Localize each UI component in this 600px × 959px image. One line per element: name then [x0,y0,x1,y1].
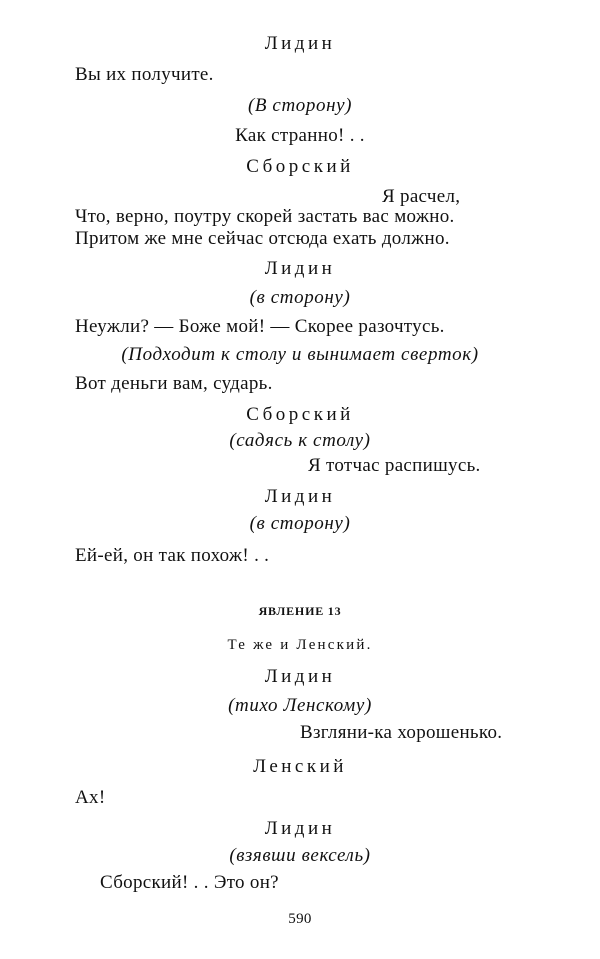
speaker-sborsky: Сборский [246,404,354,425]
dialogue-line: Вот деньги вам, сударь. [75,373,273,394]
speaker-lidin: Лидин [264,486,336,507]
stage-direction: (Подходит к столу и вынимает сверток) [121,344,479,365]
stage-direction: (в сторону) [249,513,351,534]
stage-direction: (взявши вексель) [229,845,371,866]
dialogue-line: Что, верно, поутру скорей застать вас можно. [75,206,455,227]
dialogue-line: Притом же мне сейчас отсюда ехать должно. [75,228,450,249]
dialogue-line: Как странно! . . [235,125,365,146]
dialogue-line: Взгляни-ка хорошенько. [300,722,503,743]
stage-direction: (В сторону) [247,95,353,116]
speaker-lidin: Лидин [264,818,336,839]
dialogue-line: Сборский! . . Это он? [100,872,279,893]
dialogue-line: Неужли? — Боже мой! — Скорее разочтусь. [75,316,445,337]
speaker-lensky: Ленский [253,756,347,777]
speaker-lidin: Лидин [264,666,336,687]
dialogue-line: Ах! [75,787,106,808]
speaker-sborsky: Сборский [246,156,354,177]
stage-direction: (в сторону) [249,287,351,308]
page-number: 590 [288,911,312,927]
stage-direction: (садясь к столу) [229,430,371,451]
dialogue-line: Вы их получите. [75,64,214,85]
cast-list: Те же и Ленский. [227,637,373,653]
dialogue-line: Ей-ей, он так похож! . . [75,545,270,566]
dialogue-line: Я тотчас распишусь. [308,455,481,476]
speaker-lidin: Лидин [264,33,336,54]
dialogue-line: Я расчел, [382,186,461,207]
scene-heading: ЯВЛЕНИЕ 13 [258,604,342,618]
speaker-lidin: Лидин [264,258,336,279]
stage-direction: (тихо Ленскому) [228,695,372,716]
